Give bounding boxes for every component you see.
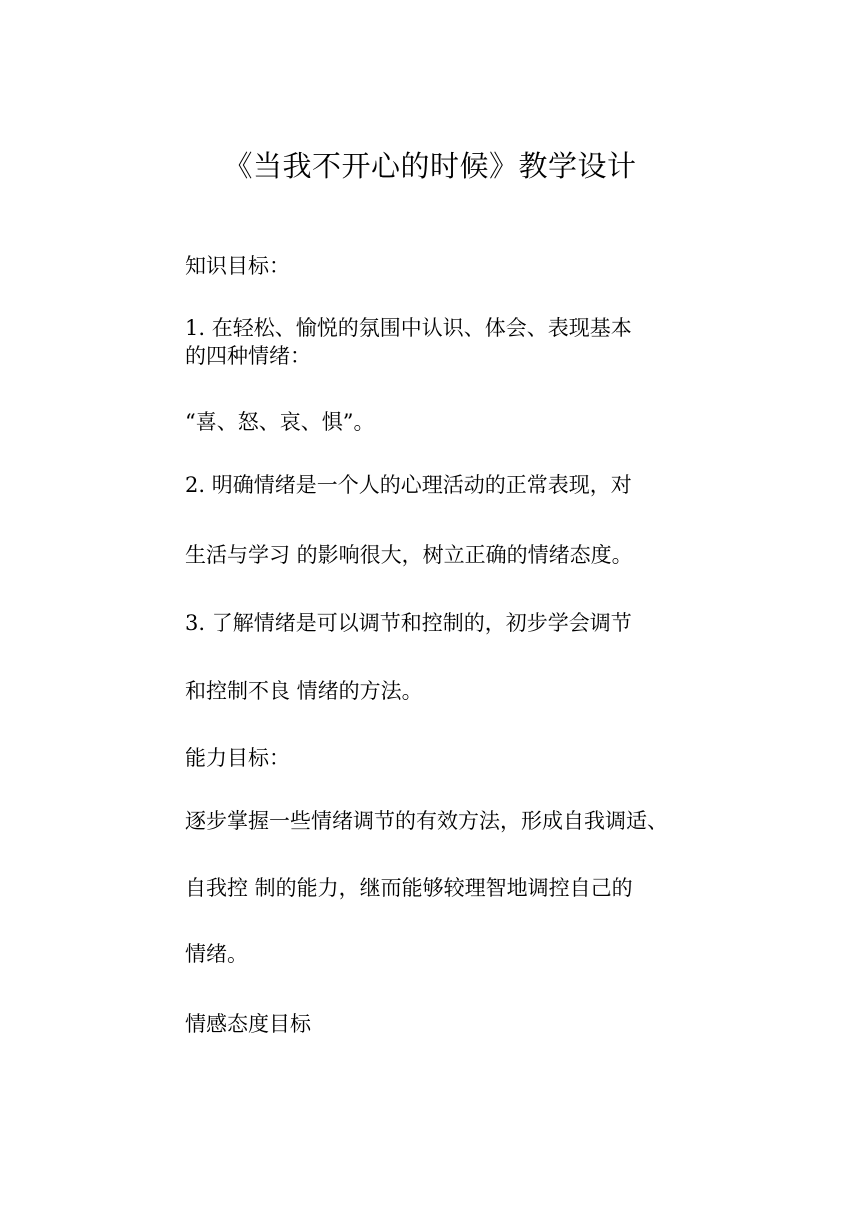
- section-heading-ability-goals: 能力目标：: [185, 746, 290, 770]
- paragraph-line: 情绪。: [185, 942, 248, 966]
- section-heading-emotion-attitude-goals: 情感态度目标: [185, 1012, 311, 1036]
- paragraph-line: 和控制不良 情绪的方法。: [185, 679, 423, 703]
- paragraph-line: 自我控 制的能力，继而能够较理智地调控自己的: [185, 876, 633, 900]
- paragraph-line: 3. 了解情绪是可以调节和控制的，初步学会调节: [185, 611, 632, 635]
- paragraph-line: “喜、怒、哀、惧”。: [185, 410, 375, 434]
- document-title: 《当我不开心的时候》教学设计: [223, 149, 637, 183]
- section-heading-knowledge-goals: 知识目标：: [185, 254, 290, 278]
- paragraph-line: 2. 明确情绪是一个人的心理活动的正常表现，对: [185, 473, 632, 497]
- paragraph-line: 生活与学习 的影响很大，树立正确的情绪态度。: [185, 543, 633, 567]
- paragraph-line: 逐步掌握一些情绪调节的有效方法，形成自我调适、: [185, 809, 668, 833]
- paragraph-line: 1. 在轻松、愉悦的氛围中认识、体会、表现基本: [185, 316, 632, 340]
- paragraph-line: 的四种情绪：: [185, 344, 311, 368]
